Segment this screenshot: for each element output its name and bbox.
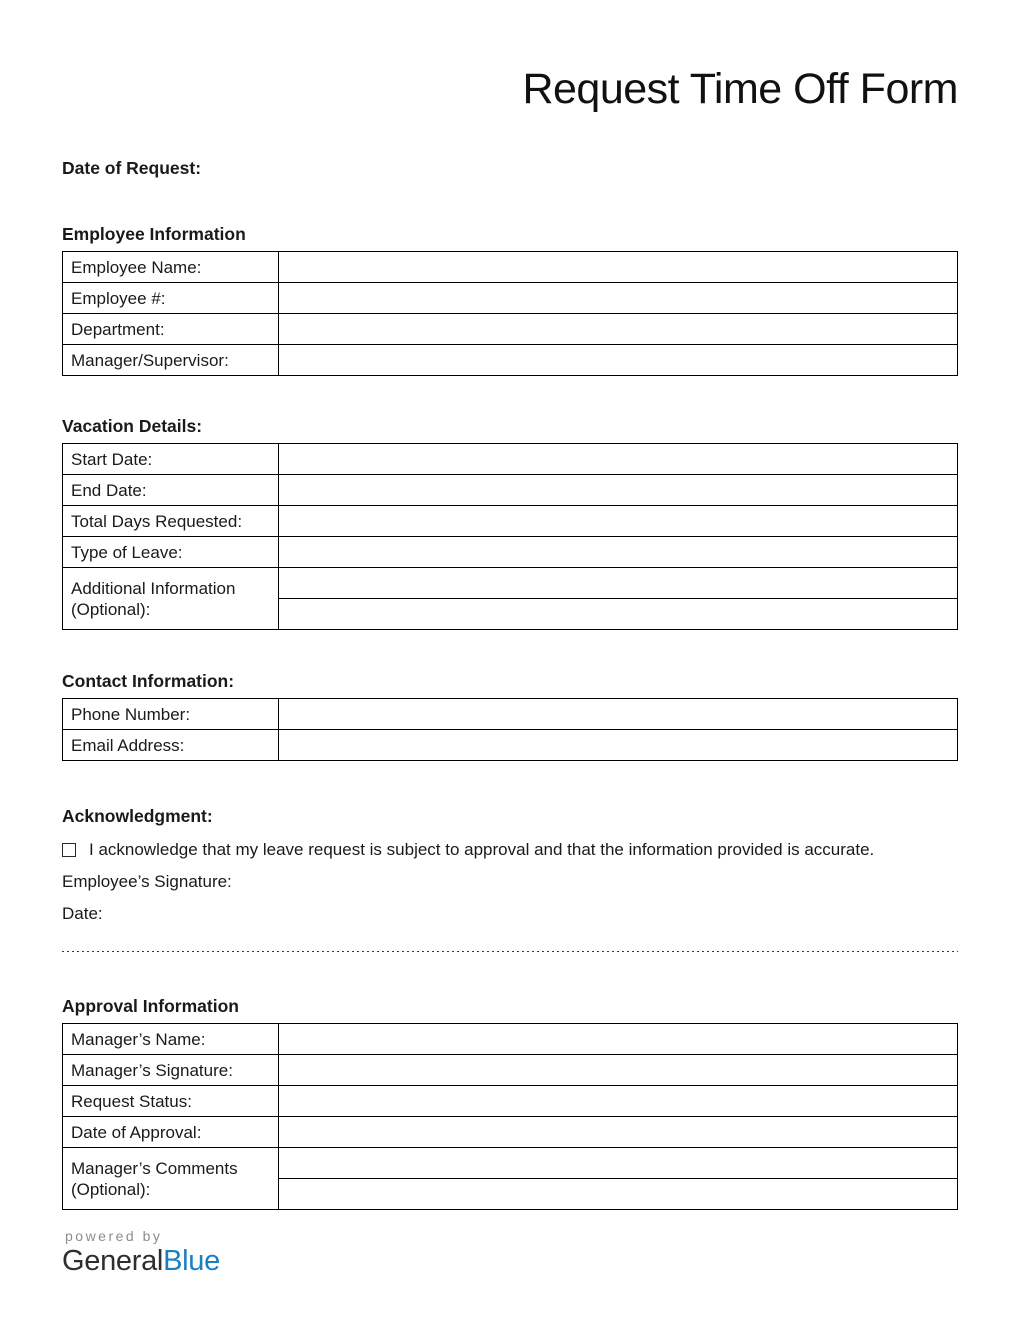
phone-number-field[interactable] [279, 699, 958, 730]
powered-by-label: powered by [65, 1228, 163, 1245]
table-row [63, 1086, 958, 1117]
vacation-details-heading: Vacation Details: [62, 416, 203, 437]
additional-information-field-line2[interactable] [279, 599, 958, 630]
end-date-label: End Date: [63, 475, 279, 506]
request-status-field[interactable] [279, 1086, 958, 1117]
employee-signature-label: Employee’s Signature: [62, 872, 232, 892]
table-row [63, 345, 958, 376]
email-address-label: Email Address: [63, 730, 279, 761]
table-row [63, 568, 958, 599]
total-days-requested-field[interactable] [279, 506, 958, 537]
table-row [63, 506, 958, 537]
table-row [63, 1117, 958, 1148]
start-date-label: Start Date: [63, 444, 279, 475]
department-label: Department: [63, 314, 279, 345]
manager-signature-field[interactable] [279, 1055, 958, 1086]
end-date-field[interactable] [279, 475, 958, 506]
table-row [63, 699, 958, 730]
start-date-field[interactable] [279, 444, 958, 475]
date-of-approval-field[interactable] [279, 1117, 958, 1148]
additional-information-field-line1[interactable] [279, 568, 958, 599]
table-row [63, 730, 958, 761]
employee-signature-line [62, 872, 958, 892]
type-of-leave-label: Type of Leave: [63, 537, 279, 568]
manager-signature-label: Manager’s Signature: [63, 1055, 279, 1086]
table-row [63, 1148, 958, 1179]
additional-information-label: Additional Information (Optional): [63, 568, 279, 630]
table-row [63, 1024, 958, 1055]
manager-name-label: Manager’s Name: [63, 1024, 279, 1055]
date-of-request-label: Date of Request: [62, 158, 202, 179]
brand-general-text: General [62, 1245, 164, 1278]
employee-info-table [62, 251, 958, 376]
request-status-label: Request Status: [63, 1086, 279, 1117]
acknowledgment-statement: I acknowledge that my leave request is subject to approval and that the information provided is accurate. [89, 840, 875, 860]
acknowledgment-date-label: Date: [62, 904, 103, 924]
type-of-leave-field[interactable] [279, 537, 958, 568]
employee-number-label: Employee #: [63, 283, 279, 314]
acknowledgment-line [62, 840, 958, 860]
manager-name-field[interactable] [279, 1024, 958, 1055]
manager-supervisor-label: Manager/Supervisor: [63, 345, 279, 376]
table-row [63, 314, 958, 345]
approval-info-heading: Approval Information [62, 996, 239, 1017]
manager-comments-label: Manager’s Comments (Optional): [63, 1148, 279, 1210]
date-of-request-line [62, 158, 958, 179]
vacation-details-table [62, 443, 958, 630]
table-row [63, 537, 958, 568]
acknowledgment-heading: Acknowledgment: [62, 806, 213, 827]
manager-comments-field-line1[interactable] [279, 1148, 958, 1179]
acknowledgment-date-line [62, 904, 958, 924]
section-divider [62, 951, 958, 952]
manager-comments-field-line2[interactable] [279, 1179, 958, 1210]
table-row [63, 475, 958, 506]
table-row [63, 1055, 958, 1086]
date-of-approval-label: Date of Approval: [63, 1117, 279, 1148]
phone-number-label: Phone Number: [63, 699, 279, 730]
form-title: Request Time Off Form [522, 65, 958, 113]
total-days-requested-label: Total Days Requested: [63, 506, 279, 537]
brand-blue-text: Blue [163, 1245, 220, 1278]
generalblue-logo [62, 1245, 958, 1278]
employee-name-label: Employee Name: [63, 252, 279, 283]
email-address-field[interactable] [279, 730, 958, 761]
contact-info-table [62, 698, 958, 761]
employee-name-field[interactable] [279, 252, 958, 283]
table-row [63, 252, 958, 283]
employee-number-field[interactable] [279, 283, 958, 314]
department-field[interactable] [279, 314, 958, 345]
table-row [63, 444, 958, 475]
employee-info-heading: Employee Information [62, 224, 246, 245]
brand-footer [62, 1228, 958, 1278]
manager-supervisor-field[interactable] [279, 345, 958, 376]
contact-info-heading: Contact Information: [62, 671, 235, 692]
acknowledgment-checkbox[interactable] [62, 843, 76, 857]
table-row [63, 283, 958, 314]
approval-info-table [62, 1023, 958, 1210]
